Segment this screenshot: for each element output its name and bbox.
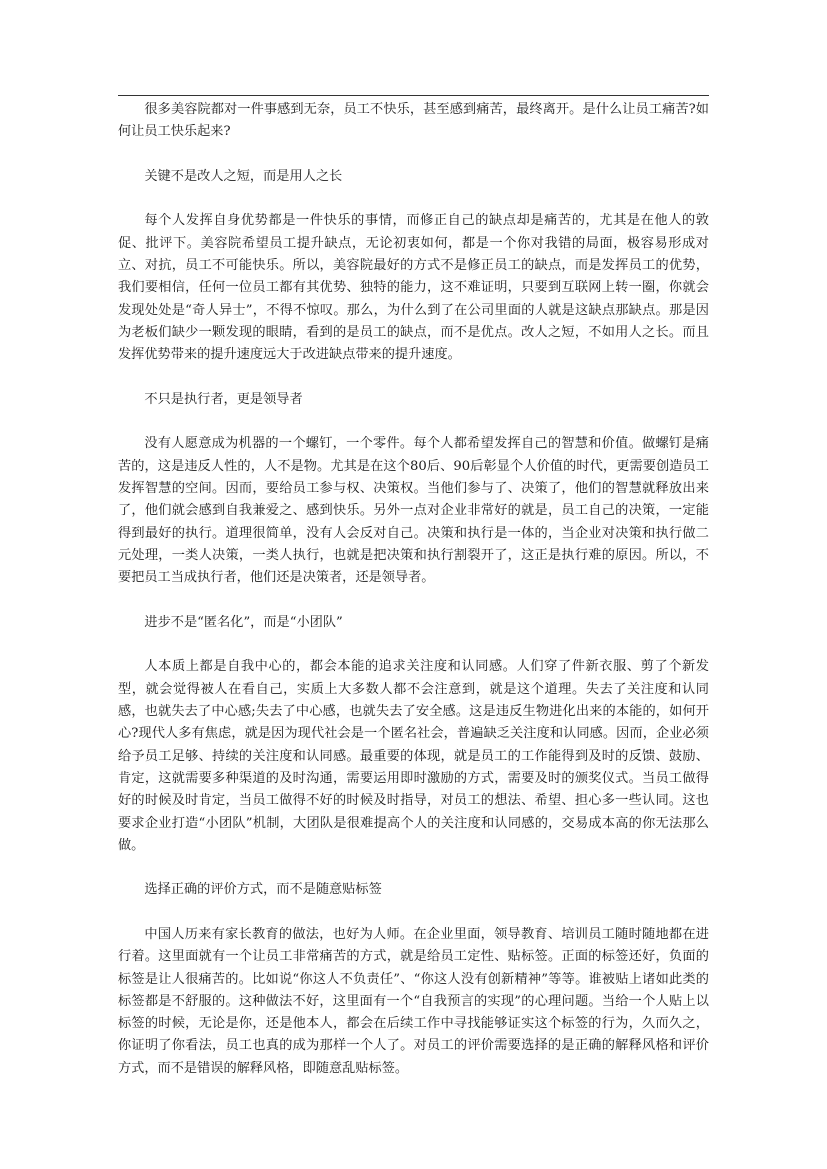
spacer [118,902,709,924]
section-body-1: 每个人发挥自身优势都是一件快乐的事情，而修正自己的缺点却是痛苦的，尤其是在他人的敦促、批评下。美容院希望员工提升缺点，无论初衷如何，都是一个你对我错的局面，极容易形成对立、对抗，员工不可能快乐。所以，美容院最好的方式不是修正员工的缺点，而是发挥员工的优势，我们要相信，任何一位员工都有其优势、独特的能力，这不难证明，只要到互联网上转一圈，你就会发现处处是“奇人异士”，不得不惊叹。那么，为什么到了在公司里面的人就是这缺点那缺点。那是因为老板们缺少一颗发现的眼睛，看到的是员工的缺点，而不是优点。改人之短，不如用人之长。而且发挥优势带来的提升速度远大于改进缺点带来的提升速度。 [118,213,709,363]
section-body-2: 没有人愿意成为机器的一个螺钉，一个零件。每个人都希望发挥自己的智慧和价值。做螺钉是痛苦的，这是违反人性的，人不是物。尤其是在这个80后、90后彰显个人价值的时代，更需要创造员工发挥智慧的空间。因而，要给员工参与权、决策权。当他们参与了、决策了，他们的智慧就释放出来了，他们就会感到自我兼爱之、感到快乐。另外一点对企业非常好的就是，员工自己的决策，一定能得到最好的执行。道理很简单，没有人会反对自己。决策和执行是一体的，当企业对决策和执行做二元处理，一类人决策，一类人执行，也就是把决策和执行割裂开了，这正是执行难的原因。所以，不要把员工当成执行者，他们还是决策者，还是领导者。 [118,436,709,586]
section-heading-1: 关键不是改人之短，而是用人之长 [144,168,343,184]
spacer [118,367,709,389]
intro-paragraph: 很多美容院都对一件事感到无奈，员工不快乐，甚至感到痛苦，最终离开。是什么让员工痛苦?如何让员工快乐起来? [118,102,709,140]
spacer [118,188,709,210]
spacer [118,857,709,879]
spacer [118,634,709,656]
spacer [118,411,709,433]
section-body-3: 人本质上都是自我中心的，都会本能的追求关注度和认同感。人们穿了件新衣服、剪了个新发型，就会觉得被人在看自己，实质上大多数人都不会注意到，就是这个道理。失去了关注度和认同感，也就失去了中心感;失去了中心感，也就失去了安全感。这是违反生物进化出来的本能的，如何开心?现代人多有焦虑，就是因为现代社会是一个匿名社会，普遍缺乏关注度和认同感。因而，企业必须给予员工足够、持续的关注度和认同感。最重要的体现，就是员工的工作能得到及时的反馈、鼓励、肯定，这就需要多种渠道的及时沟通，需要运用即时激励的方式，需要及时的颁奖仪式。当员工做得好的时候及时肯定，当员工做得不好的时候及时指导，对员工的想法、希望、担心多一些认同。这也要求企业打造“小团队”机制，大团队是很难提高个人的关注度和认同感的，交易成本高的你无法那么做。 [118,659,709,853]
section-body-4: 中国人历来有家长教育的做法，也好为人师。在企业里面，领导教育、培训员工随时随地都在进行着。这里面就有一个让员工非常痛苦的方式，就是给员工定性、贴标签。正面的标签还好，负面的标签是让人很痛苦的。比如说“你这人不负责任”、“你这人没有创新精神”等等。谁被贴上诸如此类的标签都是不舒服的。这种做法不好，这里面有一个“自我预言的实现”的心理问题。当给一个人贴上以标签的时候，无论是你，还是他本人，都会在后续工作中寻找能够证实这个标签的行为，久而久之，你证明了你看法，员工也真的成为那样一个人了。对员工的评价需要选择的是正确的解释风格和评价方式，而不是错误的解释风格，即随意乱贴标签。 [118,926,709,1076]
section-heading-3: 进步不是“匿名化”，而是“小团队” [144,614,343,630]
header-rule [118,95,709,96]
spacer [118,590,709,612]
spacer [118,144,709,166]
document-body [118,99,709,1080]
section-heading-2: 不只是执行者，更是领导者 [144,391,303,407]
section-heading-4: 选择正确的评价方式，而不是随意贴标签 [144,882,382,898]
